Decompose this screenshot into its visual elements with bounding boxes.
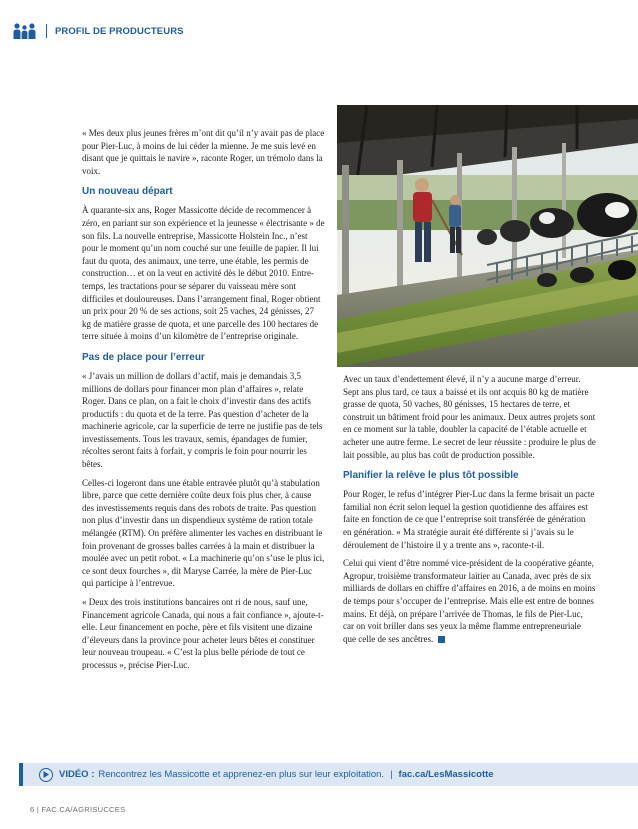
header-divider [46, 24, 47, 38]
people-icon [13, 22, 37, 40]
intro-paragraph: « Mes deux plus jeunes frères m’ont dit qu’il n’y avait pas de place pour Pier-Luc, à moins de lui céder la mienne. Je me suis levé en disant que je quittais le navire », raconte Roger, un trémolo dans la voix. [82, 128, 325, 176]
page-footer [30, 805, 125, 814]
play-icon[interactable] [39, 768, 53, 782]
video-link[interactable]: fac.ca/LesMassicotte [398, 769, 494, 780]
section3-paragraph-2-text: Celui qui vient d’être nommé vice-président de la coopérative géante, Agropur, troisième transformateur laitier au Canada, avec près de six milliards de dollars en chiffre d’affaires en 2016, a de moins en moins de temps pour s’occuper de l’entreprise. Mais elle est entre de bonnes mains. Et déjà, on prépare l’arrivée de Thomas, le fils de Pier-Luc, car on voit briller dans ses yeux la même flamme entrepreneuriale que celle de ses ancêtres. [343, 558, 596, 644]
footer-separator: | [36, 805, 40, 814]
section-heading-pas-de-place: Pas de place pour l’erreur [82, 351, 205, 363]
section2-paragraph-1: « J’avais un million de dollars d’actif, mais je demandais 3,5 millions de dollars pour financer mon plan d’affaires », relate Roger. Dans ce plan, on a fait le choix d’investir dans des actifs productifs : du quota et de la terre. Pas question d’acheter de la machinerie agricole, car la superficie de terre ne justifie pas de tels investissements. Tous les travaux, semis, épandages de fumier, récoltes seront faits à forfait, y compris le foin pour nourrir les bêtes. [82, 370, 323, 470]
section2-paragraph-3: « Deux des trois institutions bancaires ont ri de nous, sauf une, Financement agricole Canada, qui nous a fait confiance », ajoute-t-elle. Leur financement en poche, père et fils visitent une dizaine d’éleveurs dans la province pour acheter leurs bêtes et constituer leur nouveau troupeau. « C’est la plus belle période de tout ce processus », précise Pier-Luc. [82, 597, 324, 670]
section3-paragraph-2 [343, 557, 596, 645]
video-description: Rencontrez les Massicotte et apprenez-en plus sur leur exploitation. [98, 769, 385, 780]
section-title: PROFIL DE PRODUCTEURS [55, 25, 184, 37]
left-column [82, 127, 325, 678]
section-header [13, 20, 184, 42]
video-separator: | [390, 769, 393, 780]
barn-photo [337, 105, 638, 367]
section1-paragraph: À quarante-six ans, Roger Massicotte décide de recommencer à zéro, en pariant sur son expérience et la jeunesse « électrisante » de son fils. La nouvelle entreprise, Massicotte Holstein Inc., n’est pour le moment qu’un nom couché sur une feuille de papier. Il lui faut du quota, des animaux, une terre, une étable, les permis de construction… et on la veut en activité dès le début 2010. Entre-temps, les tractations pour se séparer du vaisseau mère sont difficiles et douloureuses. Dans l’arrangement final, Roger obtient un prix pour 20 % de ses actions, soit 25 vaches, 24 génisses, 27 kg de matière grasse de quota, et une parcelle des 100 hectares de terre située à moins d’un kilomètre de l’entreprise originale. [82, 205, 325, 342]
footer-site[interactable]: FAC.CA/AGRISUCCES [41, 805, 126, 814]
section-heading-planifier-releve: Planifier la relève le plus tôt possible [343, 470, 519, 482]
video-bar[interactable] [19, 763, 638, 786]
page-number: 6 [30, 805, 35, 814]
video-tag: VIDÉO : [59, 769, 95, 780]
section3-paragraph-1: Pour Roger, le refus d’intégrer Pier-Luc dans la ferme brisait un pacte familial non écrit selon lequel la gestion quotidienne des affaires est faite en fonction de ce que l’entreprise soit transférée de génération en génération. « Ma stratégie aurait été différente si j’avais su le déroulement de l’histoire il y a trente ans », raconte-t-il. [343, 489, 595, 550]
right-column [343, 373, 596, 651]
section2-paragraph-2: Celles-ci logeront dans une étable entravée plutôt qu’à stabulation libre, parce que cette dernière coûte deux fois plus cher, à cause des investissements requis dans des robots de traite. Pas question non plus d’investir dans un dispendieux système de ration totale mélangée (RTM). On préfère alimenter les vaches en distribuant le foin provenant de grosses balles carrées à la main et distribuer la moulée avec un petit robot. « La machinerie qu’on s’use le plus ici, ce sont deux fourches », dit Maryse Carrée, la mère de Pier-Luc qui participe à l’entrevue. [82, 477, 325, 589]
end-mark-icon [438, 636, 445, 643]
right-paragraph-1: Avec un taux d’endettement élevé, il n’y a aucune marge d’erreur. Sept ans plus tard, ce taux a baissé et ils ont acquis 80 kg de matière grasse de quota, 50 vaches, 80 génisses, 15 hectares de terre, et construit un bâtiment froid pour les animaux. Deux autres projets sont en ce moment sur la table, doubler la capacité de l’étable actuelle et acheter une autre ferme. Le secret de leur réussite : produire le plus de lait possible, au plus bas coût de production possible. [343, 374, 596, 460]
section-heading-nouveau-depart: Un nouveau départ [82, 186, 173, 198]
